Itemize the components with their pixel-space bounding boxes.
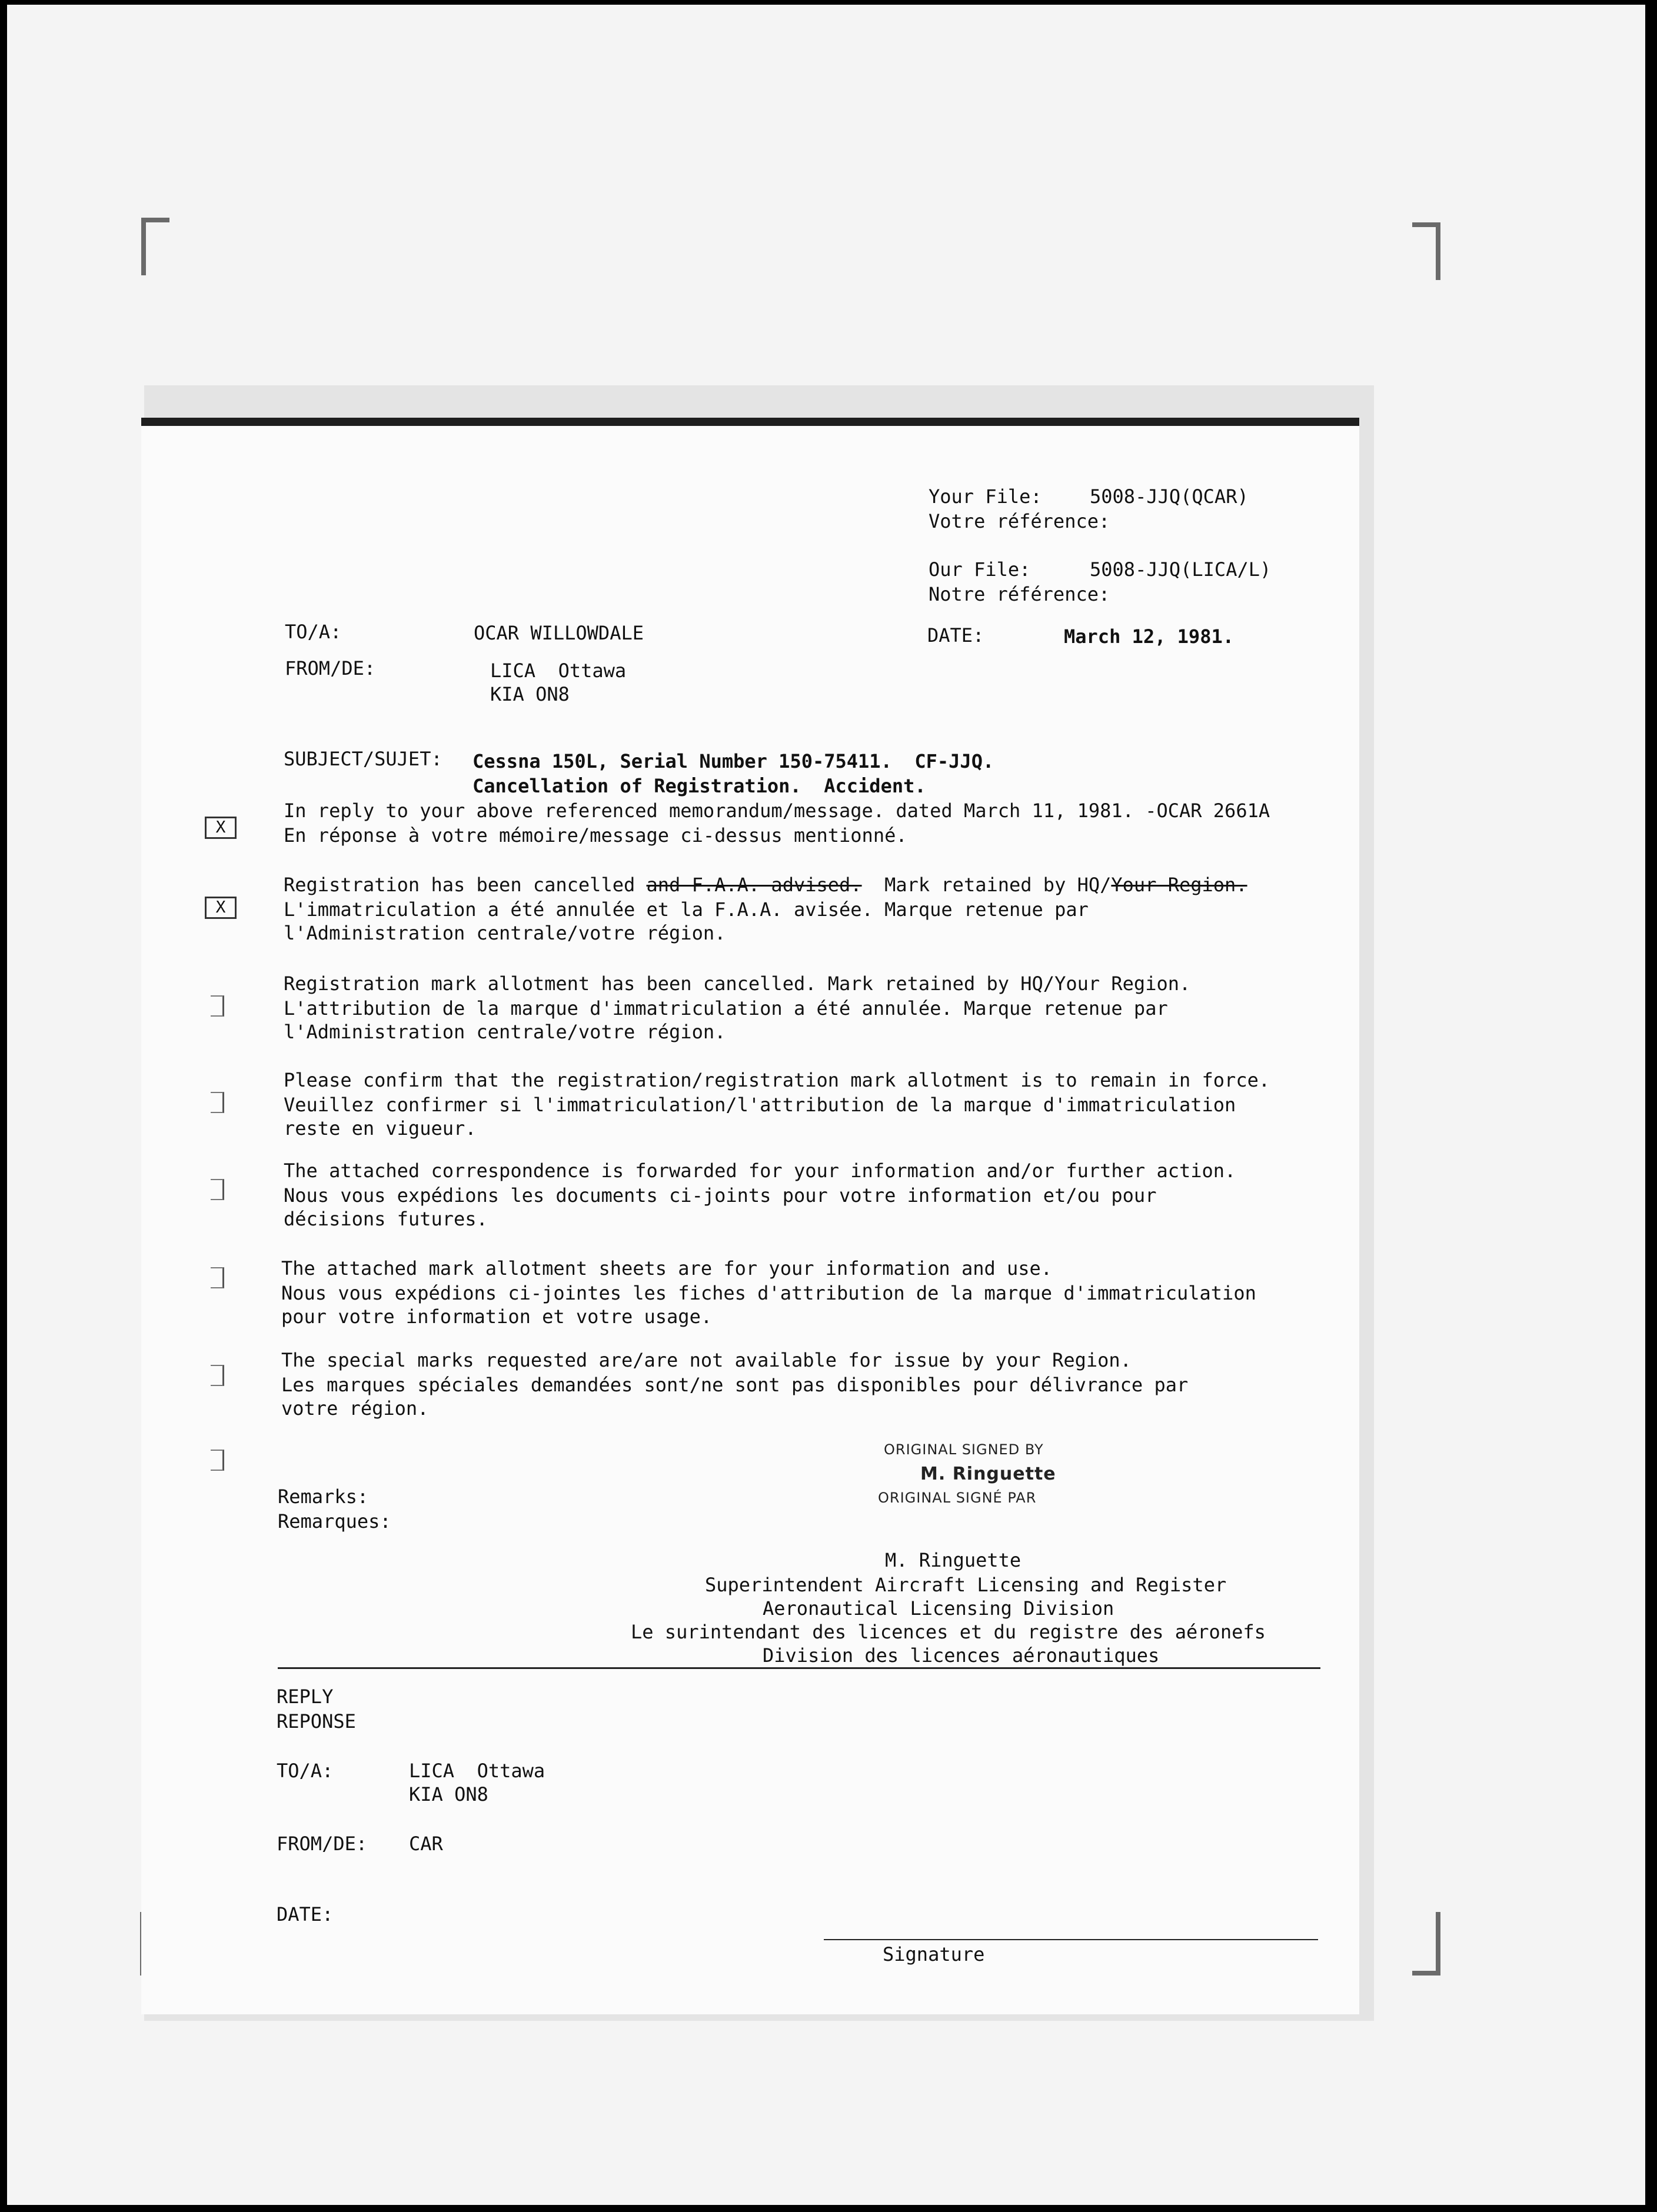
checkbox-special-marks[interactable] <box>211 1365 224 1386</box>
item-special-marks-en: The special marks requested are/are not available for issue by your Region. <box>281 1349 1132 1371</box>
reply-to-line1: LICA Ottawa <box>409 1760 545 1782</box>
your-file-fr: Votre référence: <box>929 510 1110 532</box>
item-correspondence-fr: Nous vous expédions les documents ci-joints pour votre information et/ou pour <box>284 1184 1157 1207</box>
item-registration-cancelled-en <box>284 873 1247 897</box>
date-value: March 12, 1981. <box>1064 625 1234 648</box>
crop-mark-top-left <box>141 218 169 275</box>
reply-label-fr: REPONSE <box>277 1710 356 1733</box>
to-label: TO/A: <box>285 621 342 643</box>
your-file-value: 5008-JJQ(QCAR) <box>1090 485 1249 508</box>
item-special-marks-fr2: votre région. <box>281 1397 429 1420</box>
stamp-original-signed-by: ORIGINAL SIGNED BY <box>884 1441 1044 1458</box>
crop-mark-bottom-right <box>1412 1912 1440 1976</box>
item-confirm-fr2: reste en vigueur. <box>284 1117 477 1140</box>
item-mark-allotment-fr2: l'Administration centrale/votre région. <box>284 1021 726 1043</box>
subject-line1: Cessna 150L, Serial Number 150-75411. CF-JJQ. <box>473 750 994 772</box>
item-registration-cancelled-en-a: Registration has been cancelled <box>284 874 647 896</box>
item-mark-allotment-fr: L'attribution de la marque d'immatriculation a été annulée. Marque retenue par <box>284 997 1168 1020</box>
item-allotment-sheets-fr: Nous vous expédions ci-jointes les fiches d'attribution de la marque d'immatriculation <box>281 1282 1256 1304</box>
item-registration-cancelled-en-c: Mark retained by HQ/ <box>861 874 1112 896</box>
to-value: OCAR WILLOWDALE <box>474 622 644 644</box>
signature-line <box>824 1939 1318 1940</box>
checkbox-mark-allotment[interactable] <box>211 995 224 1017</box>
signatory-division-fr: Division des licences aéronautiques <box>763 1644 1160 1667</box>
reply-to-label: TO/A: <box>277 1760 334 1782</box>
item-reply-en: In reply to your above referenced memorandum/message. dated March 11, 1981. -OCAR 2661A <box>284 799 1270 822</box>
our-file-value: 5008-JJQ(LICA/L) <box>1090 558 1272 581</box>
checkbox-correspondence[interactable] <box>211 1179 224 1200</box>
item-registration-cancelled-en-d: Your Region. <box>1111 874 1247 896</box>
checkbox-allotment-sheets[interactable] <box>211 1267 224 1288</box>
reply-divider <box>278 1667 1320 1669</box>
reply-date-label: DATE: <box>277 1903 334 1925</box>
reply-from-value: CAR <box>409 1833 443 1855</box>
signatory-division-en: Aeronautical Licensing Division <box>763 1597 1114 1620</box>
signature-label: Signature <box>883 1943 985 1966</box>
signatory-title-en: Superintendent Aircraft Licensing and Register <box>705 1574 1227 1596</box>
from-label: FROM/DE: <box>285 657 376 679</box>
item-confirm-fr: Veuillez confirmer si l'immatriculation/l'attribution de la marque d'immatriculation <box>284 1094 1236 1116</box>
memo-sheet <box>141 418 1359 2014</box>
checkbox-remarks[interactable] <box>211 1450 224 1471</box>
item-registration-cancelled-fr2: l'Administration centrale/votre région. <box>284 922 726 944</box>
date-label: DATE: <box>927 624 984 647</box>
item-allotment-sheets-fr2: pour votre information et votre usage. <box>281 1305 713 1328</box>
reply-to-line2: KIA ON8 <box>409 1783 488 1805</box>
stamp-original-signe-par: ORIGINAL SIGNÉ PAR <box>878 1490 1037 1506</box>
item-correspondence-fr2: décisions futures. <box>284 1208 488 1230</box>
item-registration-cancelled-fr: L'immatriculation a été annulée et la F.A.A. avisée. Marque retenue par <box>284 898 1089 921</box>
our-file-label: Our File: <box>929 558 1031 581</box>
item-confirm-en: Please confirm that the registration/registration mark allotment is to remain in force. <box>284 1069 1270 1091</box>
item-reply-fr: En réponse à votre mémoire/message ci-dessus mentionné. <box>284 824 907 847</box>
signatory-title-fr: Le surintendant des licences et du registre des aéronefs <box>631 1621 1266 1643</box>
your-file-label: Your File: <box>929 485 1042 508</box>
item-allotment-sheets-en: The attached mark allotment sheets are for your information and use. <box>281 1257 1053 1280</box>
checkbox-reply[interactable]: X <box>205 817 237 839</box>
reply-label: REPLY <box>277 1685 334 1708</box>
stamp-signer-name: M. Ringuette <box>920 1464 1056 1484</box>
item-correspondence-en: The attached correspondence is forwarded for your information and/or further action. <box>284 1160 1236 1182</box>
reply-from-label: FROM/DE: <box>277 1833 368 1855</box>
crop-mark-top-right <box>1412 222 1440 280</box>
from-line2: KIA ON8 <box>490 683 570 705</box>
item-special-marks-fr: Les marques spéciales demandées sont/ne sont pas disponibles pour délivrance par <box>281 1374 1189 1396</box>
subject-label: SUBJECT/SUJET: <box>284 748 442 770</box>
checkbox-registration-cancelled[interactable]: X <box>205 897 237 919</box>
remarks-label-fr: Remarques: <box>278 1510 391 1533</box>
remarks-label: Remarks: <box>278 1485 369 1508</box>
subject-line2: Cancellation of Registration. Accident. <box>473 775 926 797</box>
from-line1: LICA Ottawa <box>490 659 627 682</box>
item-mark-allotment-en: Registration mark allotment has been cancelled. Mark retained by HQ/Your Region. <box>284 972 1191 995</box>
signatory-name: M. Ringuette <box>885 1549 1022 1571</box>
item-registration-cancelled-en-b: and F.A.A. advised. <box>646 874 862 896</box>
checkbox-confirm[interactable] <box>211 1092 224 1113</box>
our-file-fr: Notre référence: <box>929 583 1110 605</box>
